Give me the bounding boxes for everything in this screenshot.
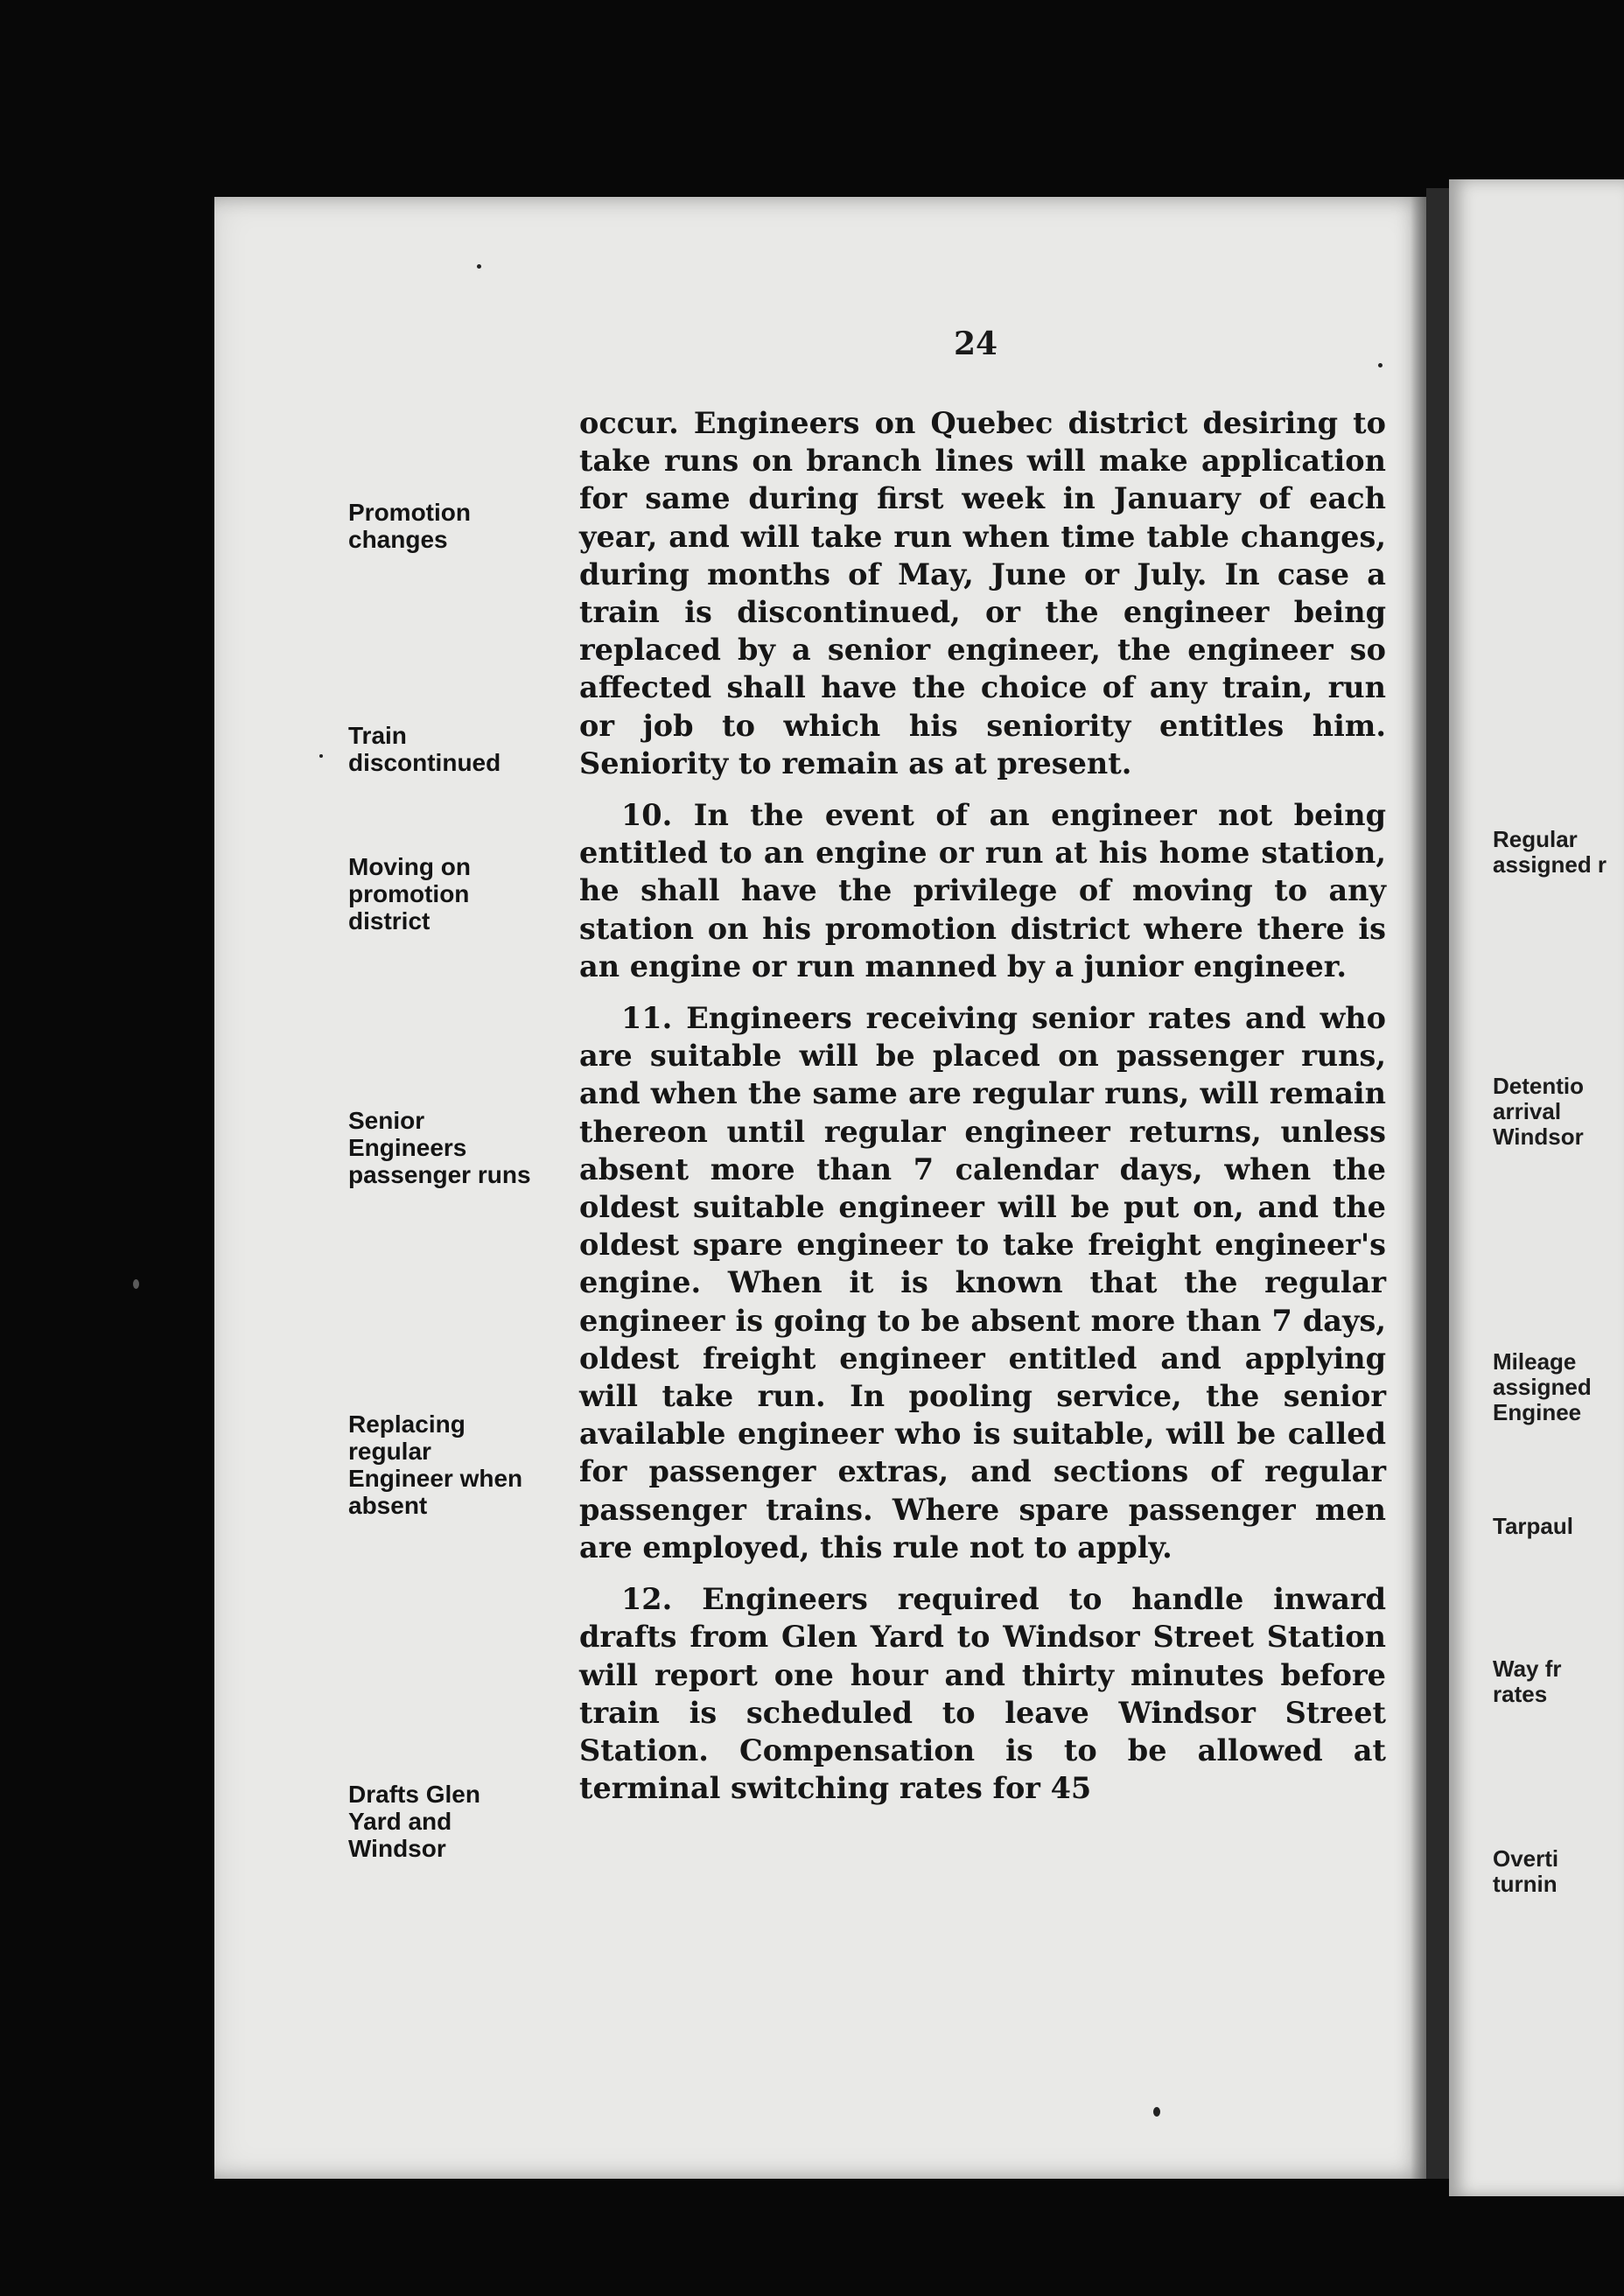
book-gutter [1426, 188, 1449, 2179]
margin-note-drafts-glen-yard: Drafts Glen Yard and Windsor [348, 1781, 480, 1862]
facing-note-overtime-turning: Overti turnin [1493, 1845, 1559, 1897]
paper-speck [477, 264, 481, 269]
facing-note-mileage-assigned: Mileage assigned Enginee [1493, 1348, 1592, 1425]
paragraph-rule-11: 11. Engineers receiving senior rates and who are suitable will be placed on passenger runs, and when the same are regular runs, will remain thereon until regular engineer returns, unless absent more than 7 calendar days, when the oldest suitable engineer will be put on, and the oldest spare engineer to take freight engineer's engine. When it is known that the regular engineer is going to be absent more than 7 days, oldest freight engineer entitled and applying will take run. In pooling service, the senior available engineer who is suitable, will be called for passenger extras, and sections of regular passenger trains. Where spare passenger men are employed, this rule not to apply. [579, 1001, 1386, 1564]
paragraph-rule-10: 10. In the event of an engineer not being entitled to an engine or run at his home station, he shall have the privilege of moving to any station on his promotion district where there is an engine or run manned by a junior engineer. [579, 798, 1386, 984]
facing-note-tarpaul: Tarpaul [1493, 1513, 1573, 1539]
paper-speck [319, 754, 323, 758]
paper-speck [1153, 2107, 1160, 2117]
facing-note-detention-arrival: Detentio arrival Windsor [1493, 1073, 1584, 1150]
film-speck [133, 1279, 139, 1289]
paper-speck [1378, 363, 1382, 368]
paragraph-continued: occur. Engineers on Quebec district desiring to take runs on branch lines will make application for same during first week in January of each year, and will take run when time table changes, during months of May, June or July. In case a train is discontinued, or the engineer being replaced by a senior engineer, the engineer so affected shall have the choice of any train, run or job to which his seniority entitles him. Seniority to remain as at present. [579, 406, 1386, 780]
facing-note-way-freight-rates: Way fr rates [1493, 1656, 1562, 1707]
page-number: 24 [954, 326, 998, 362]
paragraph-rule-12: 12. Engineers required to handle inward drafts from Glen Yard to Windsor Street Station will report one hour and thirty minutes before train is scheduled to leave Windsor Street Station. Compensation is to be allowed at terminal switching rates for 45 [579, 1582, 1386, 1806]
margin-note-senior-engineers-passenger-runs: Senior Engineers passenger runs [348, 1107, 531, 1188]
margin-note-moving-on-promotion-district: Moving on promotion district [348, 853, 471, 934]
margin-note-train-discontinued: Train discontinued [348, 722, 501, 776]
body-text [579, 404, 1386, 1807]
margin-note-promotion-changes: Promotion changes [348, 499, 471, 553]
facing-note-regular-assigned: Regular assigned r [1493, 826, 1607, 878]
margin-note-replacing-regular-engineer: Replacing regular Engineer when absent [348, 1410, 523, 1519]
